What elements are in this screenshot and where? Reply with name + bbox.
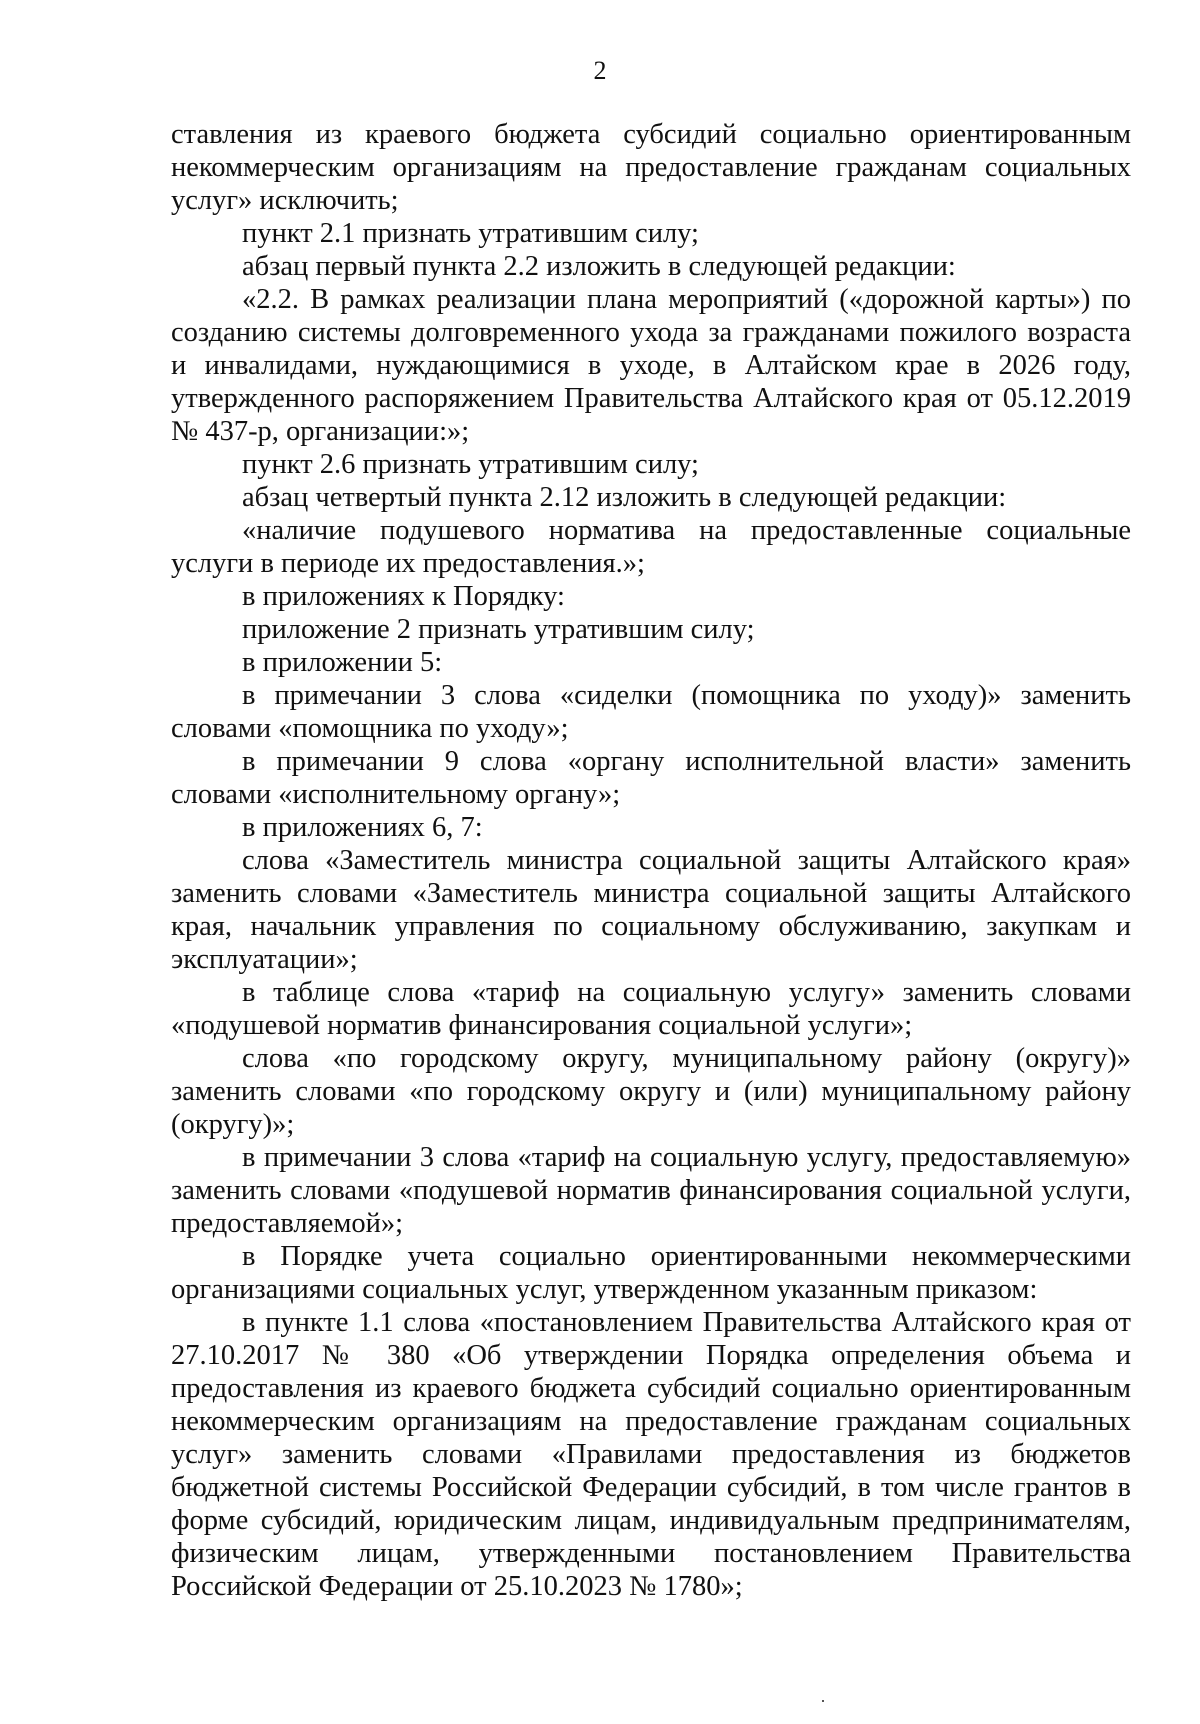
paragraph-5: пункт 2.6 признать утратившим силу; — [242, 449, 699, 480]
paragraph-10: в приложении 5: — [242, 647, 443, 678]
document-body — [171, 118, 1131, 1603]
paragraph-18: в Порядке учета социально ориентированными некоммерческими организациями социальных услуг, утвержденном указанным приказом: — [171, 1241, 1131, 1305]
paragraph-12: в примечании 9 слова «органу исполнительной власти» заменить словами «исполнительному органу»; — [171, 746, 1131, 810]
paragraph-13: в приложениях 6, 7: — [242, 812, 483, 843]
paragraph-16: слова «по городскому округу, муниципальному району (округу)» заменить словами «по городскому округу и (или) муниципальному району (округу)»; — [171, 1043, 1131, 1140]
paragraph-9: приложение 2 признать утратившим силу; — [242, 614, 755, 645]
paragraph-7: «наличие подушевого норматива на предоставленные социальные услуги в периоде их предоставления.»; — [171, 515, 1131, 579]
paragraph-15: в таблице слова «тариф на социальную услугу» заменить словами «подушевой норматив финансирования социальной услуги»; — [171, 977, 1131, 1041]
paragraph-4: «2.2. В рамках реализации плана мероприятий («дорожной карты») по созданию системы долговременного ухода за гражданами пожилого возраста и инвалидами, нуждающимися в уходе, в Алтайском крае в 2026 году, утвержденного распоряжением Правительства Алтайского края от 05.12.2019 № 437-р, организации:»; — [171, 284, 1131, 447]
page-number: 2 — [593, 56, 607, 85]
paragraph-17: в примечании 3 слова «тариф на социальную услугу, предоставляемую» заменить словами «подушевой норматив финансирования социальной услуги, предоставляемой»; — [171, 1142, 1131, 1239]
paragraph-11: в примечании 3 слова «сиделки (помощника по уходу)» заменить словами «помощника по уходу»; — [171, 680, 1131, 744]
paragraph-19: в пункте 1.1 слова «постановлением Правительства Алтайского края от 27.10.2017 № 380 «Об утверждении Порядка определения объема и предоставления из краевого бюджета субсидий социально ориентированным некоммерческим организациям на предоставление гражданам социальных услуг» заменить словами «Правилами предоставления из бюджетов бюджетной системы Российской Федерации субсидий, в том числе грантов в форме субсидий, юридическим лицам, индивидуальным предпринимателям, физическим лицам, утвержденными постановлением Правительства Российской Федерации от 25.10.2023 № 1780»; — [171, 1307, 1131, 1602]
scan-mark — [822, 1700, 824, 1702]
paragraph-2: пункт 2.1 признать утратившим силу; — [242, 218, 699, 249]
paragraph-1: ставления из краевого бюджета субсидий социально ориентированным некоммерческим организациям на предоставление гражданам социальных услуг» исключить; — [171, 119, 1131, 216]
paragraph-14: слова «Заместитель министра социальной защиты Алтайского края» заменить словами «Заместитель министра социальной защиты Алтайского края, начальник управления по социальному обслуживанию, закупкам и эксплуатации»; — [171, 845, 1131, 975]
paragraph-8: в приложениях к Порядку: — [242, 581, 565, 612]
paragraph-3: абзац первый пункта 2.2 изложить в следующей редакции: — [242, 251, 956, 282]
paragraph-6: абзац четвертый пункта 2.12 изложить в следующей редакции: — [242, 482, 1007, 513]
